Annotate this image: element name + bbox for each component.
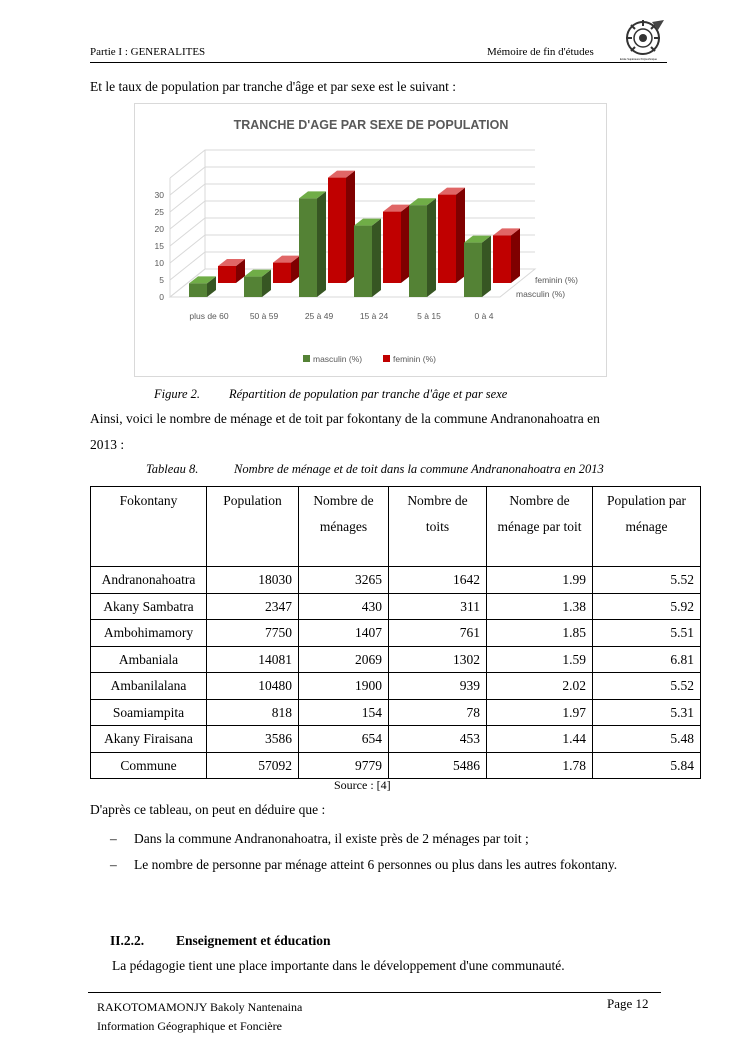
cell-population-par-menage: 6.81 (593, 646, 701, 673)
table-row (91, 726, 701, 753)
figure-caption-label: Figure 2. (154, 387, 201, 401)
cell-fokontany: Andranonahoatra (91, 567, 207, 594)
table-header-row (91, 487, 701, 567)
x-tick-label: 50 à 59 (249, 311, 279, 321)
cell-fokontany: Ambaniala (91, 646, 207, 673)
bar-feminin-front (493, 235, 511, 283)
cell-menage-par-toit: 1.99 (487, 567, 593, 594)
bar-feminin-front (383, 212, 401, 283)
cell-menage-par-toit: 1.44 (487, 726, 593, 753)
cell-menage-par-toit: 1.85 (487, 620, 593, 647)
table-row (91, 673, 701, 700)
legend-swatch-feminin (383, 355, 390, 362)
list-item-text: Dans la commune Andranonahoatra, il existe près de 2 ménages par toit ; (134, 831, 529, 846)
bar-feminin (218, 259, 245, 283)
cell-menage-par-toit: 2.02 (487, 673, 593, 700)
bar-feminin-front (438, 195, 456, 283)
bar-masculin-side (482, 236, 491, 297)
cell-toits: 939 (389, 673, 487, 700)
y-tick-label: 25 (154, 207, 164, 217)
page-number: Page 12 (607, 996, 649, 1011)
col-header-fokontany: Fokontany (91, 487, 207, 567)
col-header-menages: Nombre de ménages (299, 487, 389, 567)
cell-menages: 9779 (299, 752, 389, 779)
bar-masculin-front (189, 283, 207, 297)
cell-fokontany: Akany Sambatra (91, 593, 207, 620)
chart-container (134, 103, 607, 377)
cell-fokontany: Commune (91, 752, 207, 779)
bar-masculin-side (372, 219, 381, 297)
header-right: Mémoire de fin d'études (487, 46, 594, 58)
bar-feminin-front (218, 266, 236, 283)
cell-toits: 1302 (389, 646, 487, 673)
bar-feminin (438, 188, 465, 283)
bar-masculin-side (317, 191, 326, 297)
table-row (91, 620, 701, 647)
bar-feminin-front (328, 178, 346, 283)
cell-toits: 761 (389, 620, 487, 647)
y-tick-label: 20 (154, 224, 164, 234)
bullet-dash: – (110, 857, 117, 872)
table-row (91, 567, 701, 594)
bullet-dash: – (110, 831, 117, 846)
x-tick-label: 15 à 24 (359, 311, 389, 321)
list-item (110, 852, 655, 878)
table-caption-label: Tableau 8. (146, 462, 199, 476)
bar-feminin-side (456, 188, 465, 283)
legend-swatch-masculin (303, 355, 310, 362)
bar-feminin-side (401, 205, 410, 283)
chart-title: TRANCHE D'AGE PAR SEXE DE POPULATION (233, 118, 509, 132)
x-tick-label: 5 à 15 (417, 311, 441, 321)
cell-population: 14081 (207, 646, 299, 673)
y-tick-label: 10 (154, 258, 164, 268)
bar-masculin-front (409, 205, 427, 297)
logo-caption: Ecole Supérieure Polytechnique (620, 58, 657, 61)
paragraph-1-cont: 2013 : (90, 437, 125, 452)
paragraph-3: La pédagogie tient une place importante dans le développement d'une communauté. (112, 958, 565, 973)
table-source: Source : [4] (334, 778, 391, 792)
paragraph-1: Ainsi, voici le nombre de ménage et de toit par fokontany de la commune Andranonahoatra en (90, 411, 600, 426)
cell-population: 3586 (207, 726, 299, 753)
cell-population-par-menage: 5.48 (593, 726, 701, 753)
cell-menages: 2069 (299, 646, 389, 673)
table-row (91, 593, 701, 620)
bar-masculin-front (244, 277, 262, 297)
bar-masculin-front (464, 243, 482, 297)
cell-menages: 1407 (299, 620, 389, 647)
table-caption-text: Nombre de ménage et de toit dans la commune Andranonahoatra en 2013 (234, 462, 604, 476)
cell-menages: 3265 (299, 567, 389, 594)
y-tick-label: 5 (159, 275, 164, 285)
chart-svg (135, 104, 608, 378)
bar-feminin-front (273, 263, 291, 283)
cell-menages: 654 (299, 726, 389, 753)
legend-label-masculin: masculin (%) (313, 354, 363, 364)
bar-masculin (299, 191, 326, 297)
cell-toits: 453 (389, 726, 487, 753)
depth-label-feminin: feminin (%) (535, 275, 578, 285)
figure-caption-text: Répartition de population par tranche d'âge et par sexe (229, 387, 508, 401)
cell-menages: 1900 (299, 673, 389, 700)
bar-masculin-front (354, 226, 372, 297)
cell-menage-par-toit: 1.97 (487, 699, 593, 726)
y-tick-label: 15 (154, 241, 164, 251)
bar-masculin (409, 198, 436, 297)
cell-population-par-menage: 5.84 (593, 752, 701, 779)
cell-menage-par-toit: 1.38 (487, 593, 593, 620)
paragraph-2: D'après ce tableau, on peut en déduire que : (90, 802, 326, 817)
households-table (90, 486, 701, 779)
cell-population-par-menage: 5.31 (593, 699, 701, 726)
cell-fokontany: Ambohimamory (91, 620, 207, 647)
bar-feminin (383, 205, 410, 283)
col-header-menage-par-toit: Nombre de ménage par toit (487, 487, 593, 567)
intro-text: Et le taux de population par tranche d'âge et par sexe est le suivant : (90, 79, 457, 94)
table-row (91, 699, 701, 726)
cell-population: 818 (207, 699, 299, 726)
cell-menage-par-toit: 1.78 (487, 752, 593, 779)
cell-menages: 154 (299, 699, 389, 726)
section-title: Enseignement et éducation (176, 933, 331, 948)
list-item (110, 826, 655, 852)
bar-masculin (354, 219, 381, 297)
table-row-total (91, 752, 701, 779)
col-header-toits: Nombre de toits (389, 487, 487, 567)
y-tick-label: 0 (159, 292, 164, 302)
col-header-population-par-menage: Population par ménage (593, 487, 701, 567)
cell-population: 10480 (207, 673, 299, 700)
cell-population-par-menage: 5.52 (593, 673, 701, 700)
x-tick-label: plus de 60 (189, 311, 229, 321)
cell-toits: 311 (389, 593, 487, 620)
table-row (91, 646, 701, 673)
cell-population-par-menage: 5.52 (593, 567, 701, 594)
footer-field: Information Géographique et Foncière (97, 1019, 282, 1033)
bar-feminin-side (511, 228, 520, 283)
cell-toits: 5486 (389, 752, 487, 779)
list-item-text: Le nombre de personne par ménage atteint 6 personnes ou plus dans les autres fokontany. (134, 857, 618, 872)
cell-population: 2347 (207, 593, 299, 620)
x-tick-label: 0 à 4 (474, 311, 494, 321)
bar-masculin (464, 236, 491, 297)
cell-population: 57092 (207, 752, 299, 779)
depth-label-masculin: masculin (%) (516, 289, 566, 299)
x-tick-label: 25 à 49 (304, 311, 334, 321)
y-tick-label: 30 (154, 190, 164, 200)
cell-menage-par-toit: 1.59 (487, 646, 593, 673)
cell-population-par-menage: 5.51 (593, 620, 701, 647)
header-left: Partie I : GENERALITES (90, 46, 206, 58)
bar-feminin (273, 256, 300, 283)
bar-feminin (328, 171, 355, 283)
cell-population: 18030 (207, 567, 299, 594)
cell-fokontany: Akany Firaisana (91, 726, 207, 753)
section-number: II.2.2. (110, 933, 145, 948)
footer-rule (88, 992, 661, 993)
bar-masculin (189, 276, 216, 297)
legend-label-feminin: feminin (%) (393, 354, 436, 364)
bar-feminin (493, 228, 520, 283)
conclusion-list (110, 826, 655, 878)
header-rule (90, 62, 667, 63)
bar-masculin-side (427, 198, 436, 297)
col-header-population: Population (207, 487, 299, 567)
bar-masculin-front (299, 198, 317, 297)
school-logo-icon (622, 18, 668, 62)
cell-menages: 430 (299, 593, 389, 620)
bar-feminin-side (346, 171, 355, 283)
cell-fokontany: Ambanilalana (91, 673, 207, 700)
cell-toits: 1642 (389, 567, 487, 594)
cell-toits: 78 (389, 699, 487, 726)
footer-author: RAKOTOMAMONJY Bakoly Nantenaina (97, 1000, 303, 1014)
cell-fokontany: Soamiampita (91, 699, 207, 726)
cell-population: 7750 (207, 620, 299, 647)
bar-masculin (244, 270, 271, 297)
cell-population-par-menage: 5.92 (593, 593, 701, 620)
